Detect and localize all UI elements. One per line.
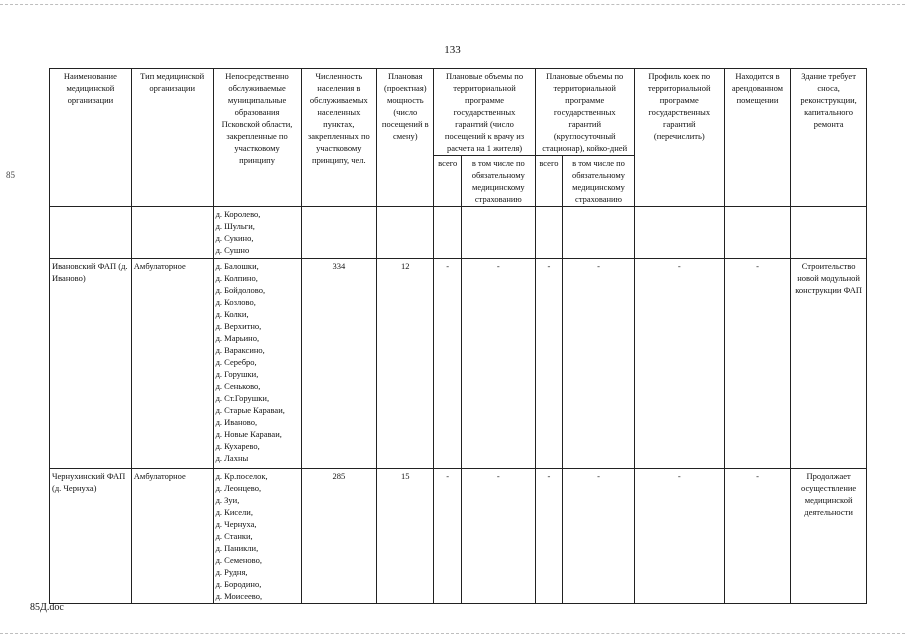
- cell-type: Амбулаторное: [131, 259, 213, 469]
- village-item: д. Сушно: [215, 245, 250, 255]
- cell-type: [131, 207, 213, 259]
- cell-villages: [213, 207, 301, 259]
- document-footer: 85Д.doc: [30, 602, 64, 613]
- col-header-rented: Находится в арендованном помещении: [724, 69, 790, 207]
- village-item: д. Моисеево,: [215, 591, 263, 601]
- col-header-inpatient-plan: Плановые объемы по территориальной программе государственных гарантий (круглосуточный стационар), койко-дней: [535, 69, 634, 156]
- village-item: д. Королево,: [215, 209, 261, 219]
- scan-edge-top: [0, 4, 905, 5]
- village-item: д. Балошки,: [215, 261, 259, 271]
- cell-bed-profile: [634, 207, 724, 259]
- cell-ip-oms: -: [563, 259, 635, 469]
- page-number: 133: [444, 44, 461, 56]
- village-item: д. Чернуха,: [215, 519, 257, 529]
- cell-bed-profile: -: [634, 469, 724, 604]
- village-item: д. Зуи,: [215, 495, 240, 505]
- village-item: д. Рудня,: [215, 567, 248, 577]
- village-item: д. Леонцево,: [215, 483, 262, 493]
- cell-repair: Строительство новой модульной конструкции ФАП: [791, 259, 867, 469]
- cell-rented: [724, 207, 790, 259]
- cell-rented: -: [724, 259, 790, 469]
- village-item: д. Горушки,: [215, 369, 259, 379]
- village-item: д. Иваново,: [215, 417, 258, 427]
- village-item: д. Серебро,: [215, 357, 257, 367]
- village-item: д. Колпино,: [215, 273, 258, 283]
- village-item: д. Козлово,: [215, 297, 256, 307]
- cell-capacity: [377, 207, 434, 259]
- cell-ip-total: -: [535, 469, 563, 604]
- scan-edge-bottom: [0, 633, 905, 634]
- cell-repair: Продолжает осуществление медицинской деятельности: [791, 469, 867, 604]
- col-header-repair: Здание требует сноса, реконструкции, капитального ремонта: [791, 69, 867, 207]
- col-header-outpatient-plan: Плановые объемы по территориальной программе государственных гарантий (число посещений к врачу из расчета на 1 жителя): [434, 69, 535, 156]
- village-item: д. Кисели,: [215, 507, 253, 517]
- village-item: д. Бородино,: [215, 579, 262, 589]
- cell-name: [50, 207, 132, 259]
- col-header-name: Наименование медицинской организации: [50, 69, 132, 207]
- cell-op-total: [434, 207, 462, 259]
- village-item: д. Станки,: [215, 531, 253, 541]
- margin-mark: 85: [6, 170, 15, 180]
- village-item: д. Шульги,: [215, 221, 255, 231]
- village-item: д. Старые Караваи,: [215, 405, 285, 415]
- village-item: д. Лахны: [215, 453, 249, 463]
- cell-op-oms: -: [462, 469, 536, 604]
- cell-villages: [213, 469, 301, 604]
- village-item: д. Верхитно,: [215, 321, 262, 331]
- cell-population: 285: [301, 469, 377, 604]
- village-item: д. Сеньково,: [215, 381, 261, 391]
- col-header-bed-profile: Профиль коек по территориальной программе государственных гарантий (перечислить): [634, 69, 724, 207]
- table-row: [50, 469, 867, 604]
- col-header-type: Тип медицинской организации: [131, 69, 213, 207]
- col-header-served: Непосредственно обслуживаемые муниципальные образования Псковской области, закрепленные по участковому принципу: [213, 69, 301, 207]
- cell-ip-oms: -: [563, 469, 635, 604]
- cell-name: Ивановский ФАП (д. Иваново): [50, 259, 132, 469]
- cell-villages: [213, 259, 301, 469]
- village-item: д. Паникли,: [215, 543, 259, 553]
- cell-op-total: -: [434, 469, 462, 604]
- village-item: д. Марьино,: [215, 333, 260, 343]
- col-header-op-total: всего: [434, 156, 462, 207]
- cell-capacity: 12: [377, 259, 434, 469]
- cell-capacity: 15: [377, 469, 434, 604]
- village-item: д. Кр.поселок,: [215, 471, 268, 481]
- cell-bed-profile: -: [634, 259, 724, 469]
- col-header-ip-oms: в том числе по обязательному медицинскому страхованию: [563, 156, 635, 207]
- cell-ip-total: -: [535, 259, 563, 469]
- cell-rented: -: [724, 469, 790, 604]
- col-header-population: Численность населения в обслуживаемых населенных пунктах, закрепленных по участковому принципу, чел.: [301, 69, 377, 207]
- cell-op-oms: -: [462, 259, 536, 469]
- medical-organizations-table: [49, 68, 867, 604]
- village-item: д. Семеново,: [215, 555, 262, 565]
- village-item: д. Бойдолово,: [215, 285, 266, 295]
- cell-population: [301, 207, 377, 259]
- cell-repair: [791, 207, 867, 259]
- village-item: д. Ст.Горушки,: [215, 393, 270, 403]
- village-item: д. Вараксино,: [215, 345, 265, 355]
- col-header-capacity: Плановая (проектная) мощность (число посещений в смену): [377, 69, 434, 207]
- cell-op-oms: [462, 207, 536, 259]
- cell-ip-oms: [563, 207, 635, 259]
- table-row: [50, 259, 867, 469]
- cell-population: 334: [301, 259, 377, 469]
- col-header-op-oms: в том числе по обязательному медицинскому страхованию: [462, 156, 536, 207]
- cell-type: Амбулаторное: [131, 469, 213, 604]
- village-item: д. Колки,: [215, 309, 249, 319]
- cell-name: Чернухинский ФАП (д. Чернуха): [50, 469, 132, 604]
- village-item: д. Кухарево,: [215, 441, 260, 451]
- village-item: д. Новые Караваи,: [215, 429, 282, 439]
- table-row: [50, 207, 867, 259]
- cell-ip-total: [535, 207, 563, 259]
- col-header-ip-total: всего: [535, 156, 563, 207]
- village-item: д. Сукино,: [215, 233, 254, 243]
- cell-op-total: -: [434, 259, 462, 469]
